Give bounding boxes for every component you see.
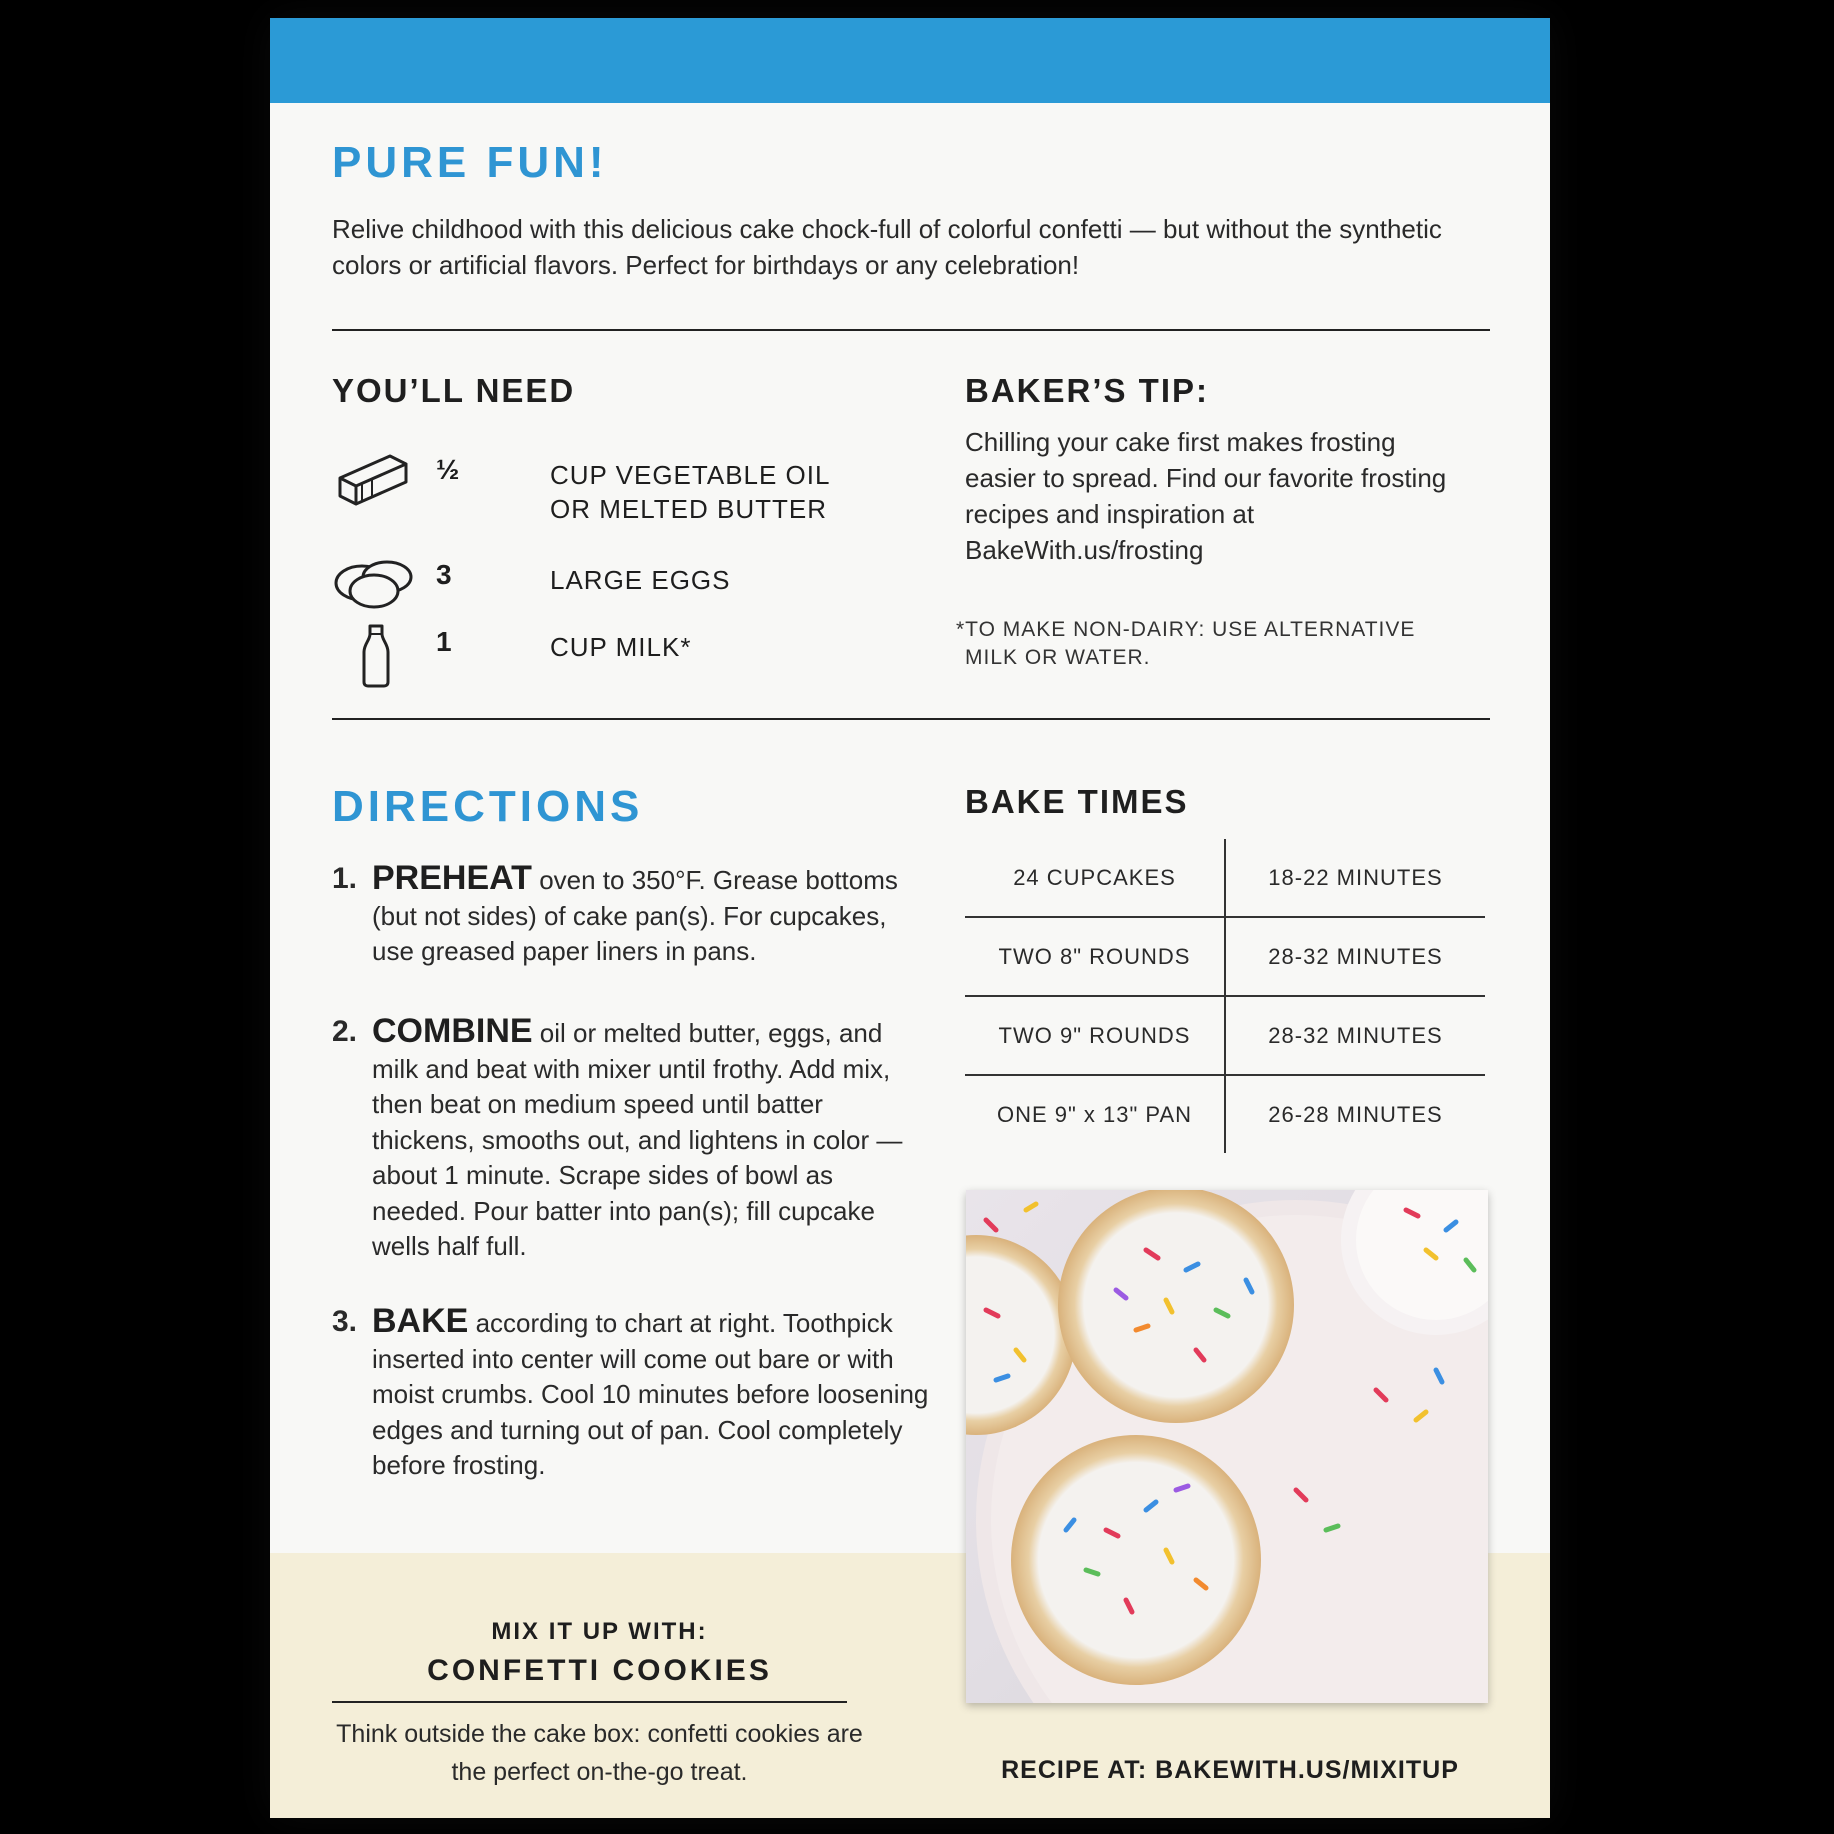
ingredient-oil: [332, 448, 872, 538]
pan-size-cell: TWO 8" ROUNDS: [965, 917, 1225, 996]
intro-text: Relive childhood with this delicious cake chock-full of colorful confetti — but without the synthetic colors or artificial flavors. Perfect for birthdays or any celebration!: [332, 214, 1442, 280]
directions-title: DIRECTIONS: [332, 782, 644, 831]
tip-text: Chilling your cake first makes frosting easier to spread. Find our favorite frosting recipes and inspiration at BakeWith.us/frosting: [965, 427, 1447, 565]
ingredient-label: CUP MILK*: [550, 632, 692, 662]
step-keyword: COMBINE: [372, 1012, 533, 1050]
table-row: [965, 996, 1485, 1075]
nondairy-note: [956, 616, 1496, 672]
step-number: 1.: [332, 862, 358, 895]
butter-stick-icon: [332, 448, 412, 518]
tip-title: BAKER’S TIP:: [965, 372, 1210, 409]
nondairy-note-line1: *TO MAKE NON-DAIRY: USE ALTERNATIVE: [956, 618, 1416, 641]
table-row: [965, 1075, 1485, 1153]
table-row: [965, 839, 1485, 917]
milk-bottle-icon: [332, 620, 412, 690]
nondairy-note-line2: MILK OR WATER.: [965, 646, 1151, 669]
top-color-band: [270, 18, 1550, 103]
ingredient-qty: ½: [436, 454, 460, 485]
bake-time-cell: 28-32 MINUTES: [1225, 917, 1485, 996]
mix-subtitle: MIX IT UP WITH:: [491, 1618, 708, 1645]
eggs-icon: [332, 553, 422, 613]
mix-title: CONFETTI COOKIES: [427, 1654, 772, 1687]
step-number: 2.: [332, 1015, 358, 1048]
pan-size-cell: ONE 9" x 13" PAN: [965, 1075, 1225, 1153]
direction-step: [332, 861, 932, 970]
bake-times-table: [965, 839, 1485, 1153]
recipe-link: RECIPE AT: BAKEWITH.US/MIXITUP: [1001, 1756, 1459, 1784]
ingredient-label: LARGE EGGS: [550, 565, 731, 595]
step-text: [372, 1014, 932, 1265]
ingredient-qty: 3: [436, 559, 452, 590]
divider: [332, 329, 1490, 331]
step-body: according to chart at right. Toothpick inserted into center will come out bare or with moist crumbs. Cool 10 minutes before loosening edges and turning out of pan. Cool completely before frosting.: [372, 1308, 929, 1480]
bake-times-title: BAKE TIMES: [965, 783, 1189, 820]
bake-time-cell: 26-28 MINUTES: [1268, 1101, 1443, 1127]
cookies-image: [966, 1190, 1488, 1703]
step-keyword: PREHEAT: [372, 859, 532, 897]
bake-time-cell: 28-32 MINUTES: [1225, 996, 1485, 1075]
needs-title: YOU’LL NEED: [332, 372, 576, 409]
step-text: [372, 1304, 932, 1484]
confetti-cookies-photo: [966, 1190, 1488, 1703]
ingredient-eggs: [332, 553, 872, 613]
mix-text: Think outside the cake box: confetti cookies are the perfect on-the-go treat.: [336, 1720, 863, 1786]
ingredient-label-line2: OR MELTED BUTTER: [550, 494, 827, 524]
intro-title: PURE FUN!: [332, 138, 608, 187]
divider: [332, 1701, 847, 1703]
pan-size-cell: 24 CUPCAKES: [965, 839, 1225, 917]
step-text: [372, 861, 932, 970]
step-number: 3.: [332, 1305, 358, 1338]
table-row: [965, 917, 1485, 996]
ingredient-label: [550, 458, 830, 526]
step-body: oven to 350°F. Grease bottoms (but not sides) of cake pan(s). For cupcakes, use greased paper liners in pans.: [372, 865, 898, 966]
step-body: oil or melted butter, eggs, and milk and beat with mixer until frothy. Add mix, then beat on medium speed until batter thickens, smooths out, and lightens in color — about 1 minute. Scrape sides of bowl as needed. Pour batter into pan(s); fill cupcake wells half full.: [372, 1018, 903, 1261]
pan-size-cell: TWO 9" ROUNDS: [965, 996, 1225, 1075]
direction-step: [332, 1014, 932, 1265]
direction-step: [332, 1304, 932, 1484]
ingredient-label-line1: CUP VEGETABLE OIL: [550, 460, 831, 490]
step-keyword: BAKE: [372, 1302, 469, 1340]
ingredient-milk: [332, 620, 872, 680]
bake-time-cell: 18-22 MINUTES: [1225, 839, 1485, 917]
ingredient-qty: 1: [436, 626, 452, 657]
box-back-panel: [270, 18, 1550, 1818]
divider: [332, 718, 1490, 720]
